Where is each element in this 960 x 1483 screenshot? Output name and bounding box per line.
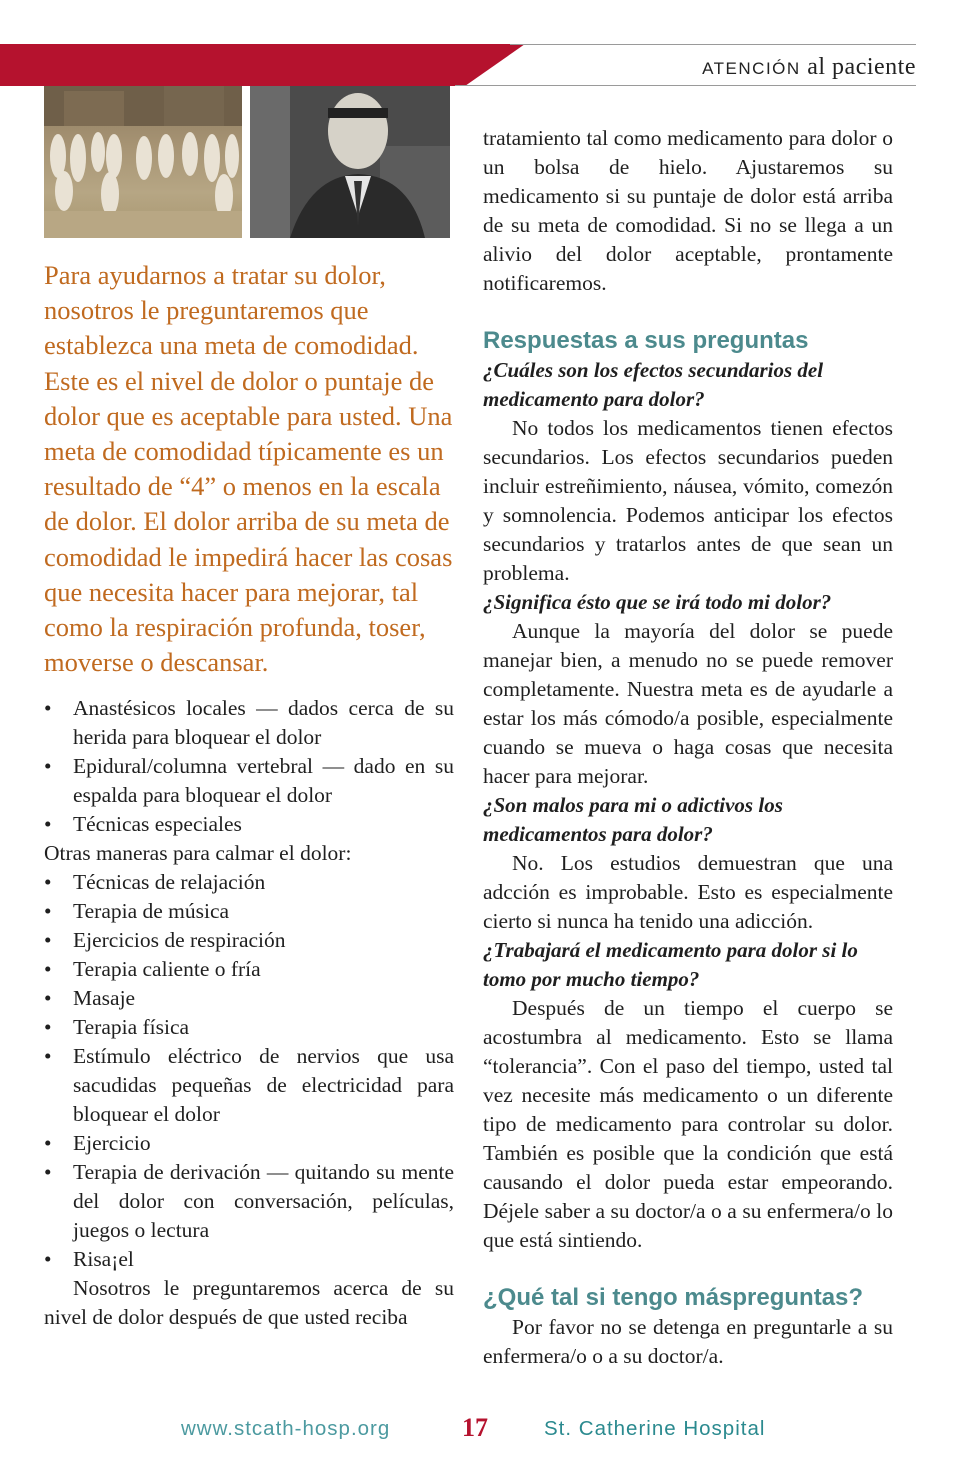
footer [0, 1415, 960, 1449]
anesthesia-list [44, 694, 454, 839]
list-item: • Risa¡el [44, 1245, 454, 1274]
nurses-group-photo [44, 86, 242, 238]
section-label-rest: al paciente [807, 54, 916, 80]
list-item: • Epidural/columna vertebral — dado en su espalda para bloquear el dolor [44, 752, 454, 810]
answers-heading: Respuestas a sus preguntas [483, 327, 809, 354]
question: ¿Trabajará el medicamento para dolor si lo tomo por mucho tiempo? [483, 938, 858, 991]
final-paragraph: Por favor no se detenga en preguntarle a su enfermera/o o a su doctor/a. [483, 1315, 893, 1368]
list-item: • Anastésicos locales — dados cerca de su herida para bloquear el dolor [44, 694, 454, 752]
right-column [483, 124, 893, 1371]
answer: No. Los estudios demuestran que una adcción es improbable. Esto es especialmente cierto si nunca ha tenido una adicción. [483, 851, 893, 933]
answer: No todos los medicamentos tienen efectos secundarios. Los efectos secundarios pueden incluir estreñimiento, náusea, vómito, comezón y somnolencia. Podemos anticipar los efectos secundarios y tratarlos antes de que sean un problema. [483, 416, 893, 585]
list-item: • Estímulo eléctrico de nervios que usa sacudidas pequeñas de electricidad para bloquear el dolor [44, 1042, 454, 1129]
header-bottom-rule [455, 85, 916, 86]
question: ¿Son malos para mi o adictivos los medicamentos para dolor? [483, 793, 783, 846]
section-label [702, 54, 916, 81]
closing-paragraph: Nosotros le preguntaremos acerca de su nivel de dolor después de que usted reciba [44, 1276, 454, 1330]
continuation-paragraph: tratamiento tal como medicamento para dolor o un bolsa de hielo. Ajustaremos su medicamento si su puntaje de dolor está arriba de su meta de comodidad. Si no se llega a un alivio del dolor aceptable, prontamente notificaremos. [483, 126, 893, 295]
answer: Después de un tiempo el cuerpo se acostumbra al medicamento. Esto se llama “tolerancia”. Con el paso del tiempo, usted tal vez necesite más medicamento o un diferente tipo de medicamento para controlar su dolor. También es posible que la condición que está causando el dolor pueda estar empeorando. Déjele saber a su doctor/a o a su enfermera/o lo que está sintiendo. [483, 996, 893, 1252]
hospital-name: St. Catherine Hospital [544, 1417, 766, 1440]
list-item: • Terapia de derivación — quitando su mente del dolor con conversación, películas, juegos o lectura [44, 1158, 454, 1245]
other-methods-list [44, 868, 454, 1274]
page-number: 17 [462, 1413, 488, 1442]
list-item: • Técnicas de relajación [44, 868, 454, 897]
section-label-caps: ATENCIÓN [702, 59, 801, 78]
list-item: • Técnicas especiales [44, 810, 454, 839]
pull-quote: Para ayudarnos a tratar su dolor, nosotros le preguntaremos que establezca una meta de comodidad. Este es el nivel de dolor o puntaje de dolor que es aceptable para usted. Una meta de comodidad típicamente es un resultado de “4” o menos en la escala de dolor. El dolor arriba de su meta de comodidad le impedirá hacer las cosas que necesita hacer para mejorar, tal como la respiración profunda, toser, moverse o descansar. [44, 260, 453, 678]
list-item: • Masaje [44, 984, 454, 1013]
more-questions-heading: ¿Qué tal si tengo máspreguntas? [483, 1284, 864, 1311]
list-item: • Ejercicio [44, 1129, 454, 1158]
left-column [44, 258, 454, 1332]
list-item: • Terapia caliente o fría [44, 955, 454, 984]
other-ways-label: Otras maneras para calmar el dolor: [44, 841, 352, 866]
question: ¿Significa ésto que se irá todo mi dolor? [483, 590, 832, 614]
man-portrait-photo [250, 86, 450, 238]
list-item: • Terapia física [44, 1013, 454, 1042]
answer: Aunque la mayoría del dolor se puede manejar bien, a menudo no se puede remover completamente. Nuestra meta es de ayudarle a estar los más cómodo/a posible, especialmente cuando se mueva o haga cosas que necesita hacer para mejorar. [483, 619, 893, 788]
question: ¿Cuáles son los efectos secundarios del medicamento para dolor? [483, 358, 824, 411]
website-link[interactable]: www.stcath-hosp.org [181, 1417, 391, 1440]
list-item: • Terapia de música [44, 897, 454, 926]
header-top-rule [510, 44, 916, 45]
header-banner [0, 44, 525, 86]
list-item: • Ejercicios de respiración [44, 926, 454, 955]
